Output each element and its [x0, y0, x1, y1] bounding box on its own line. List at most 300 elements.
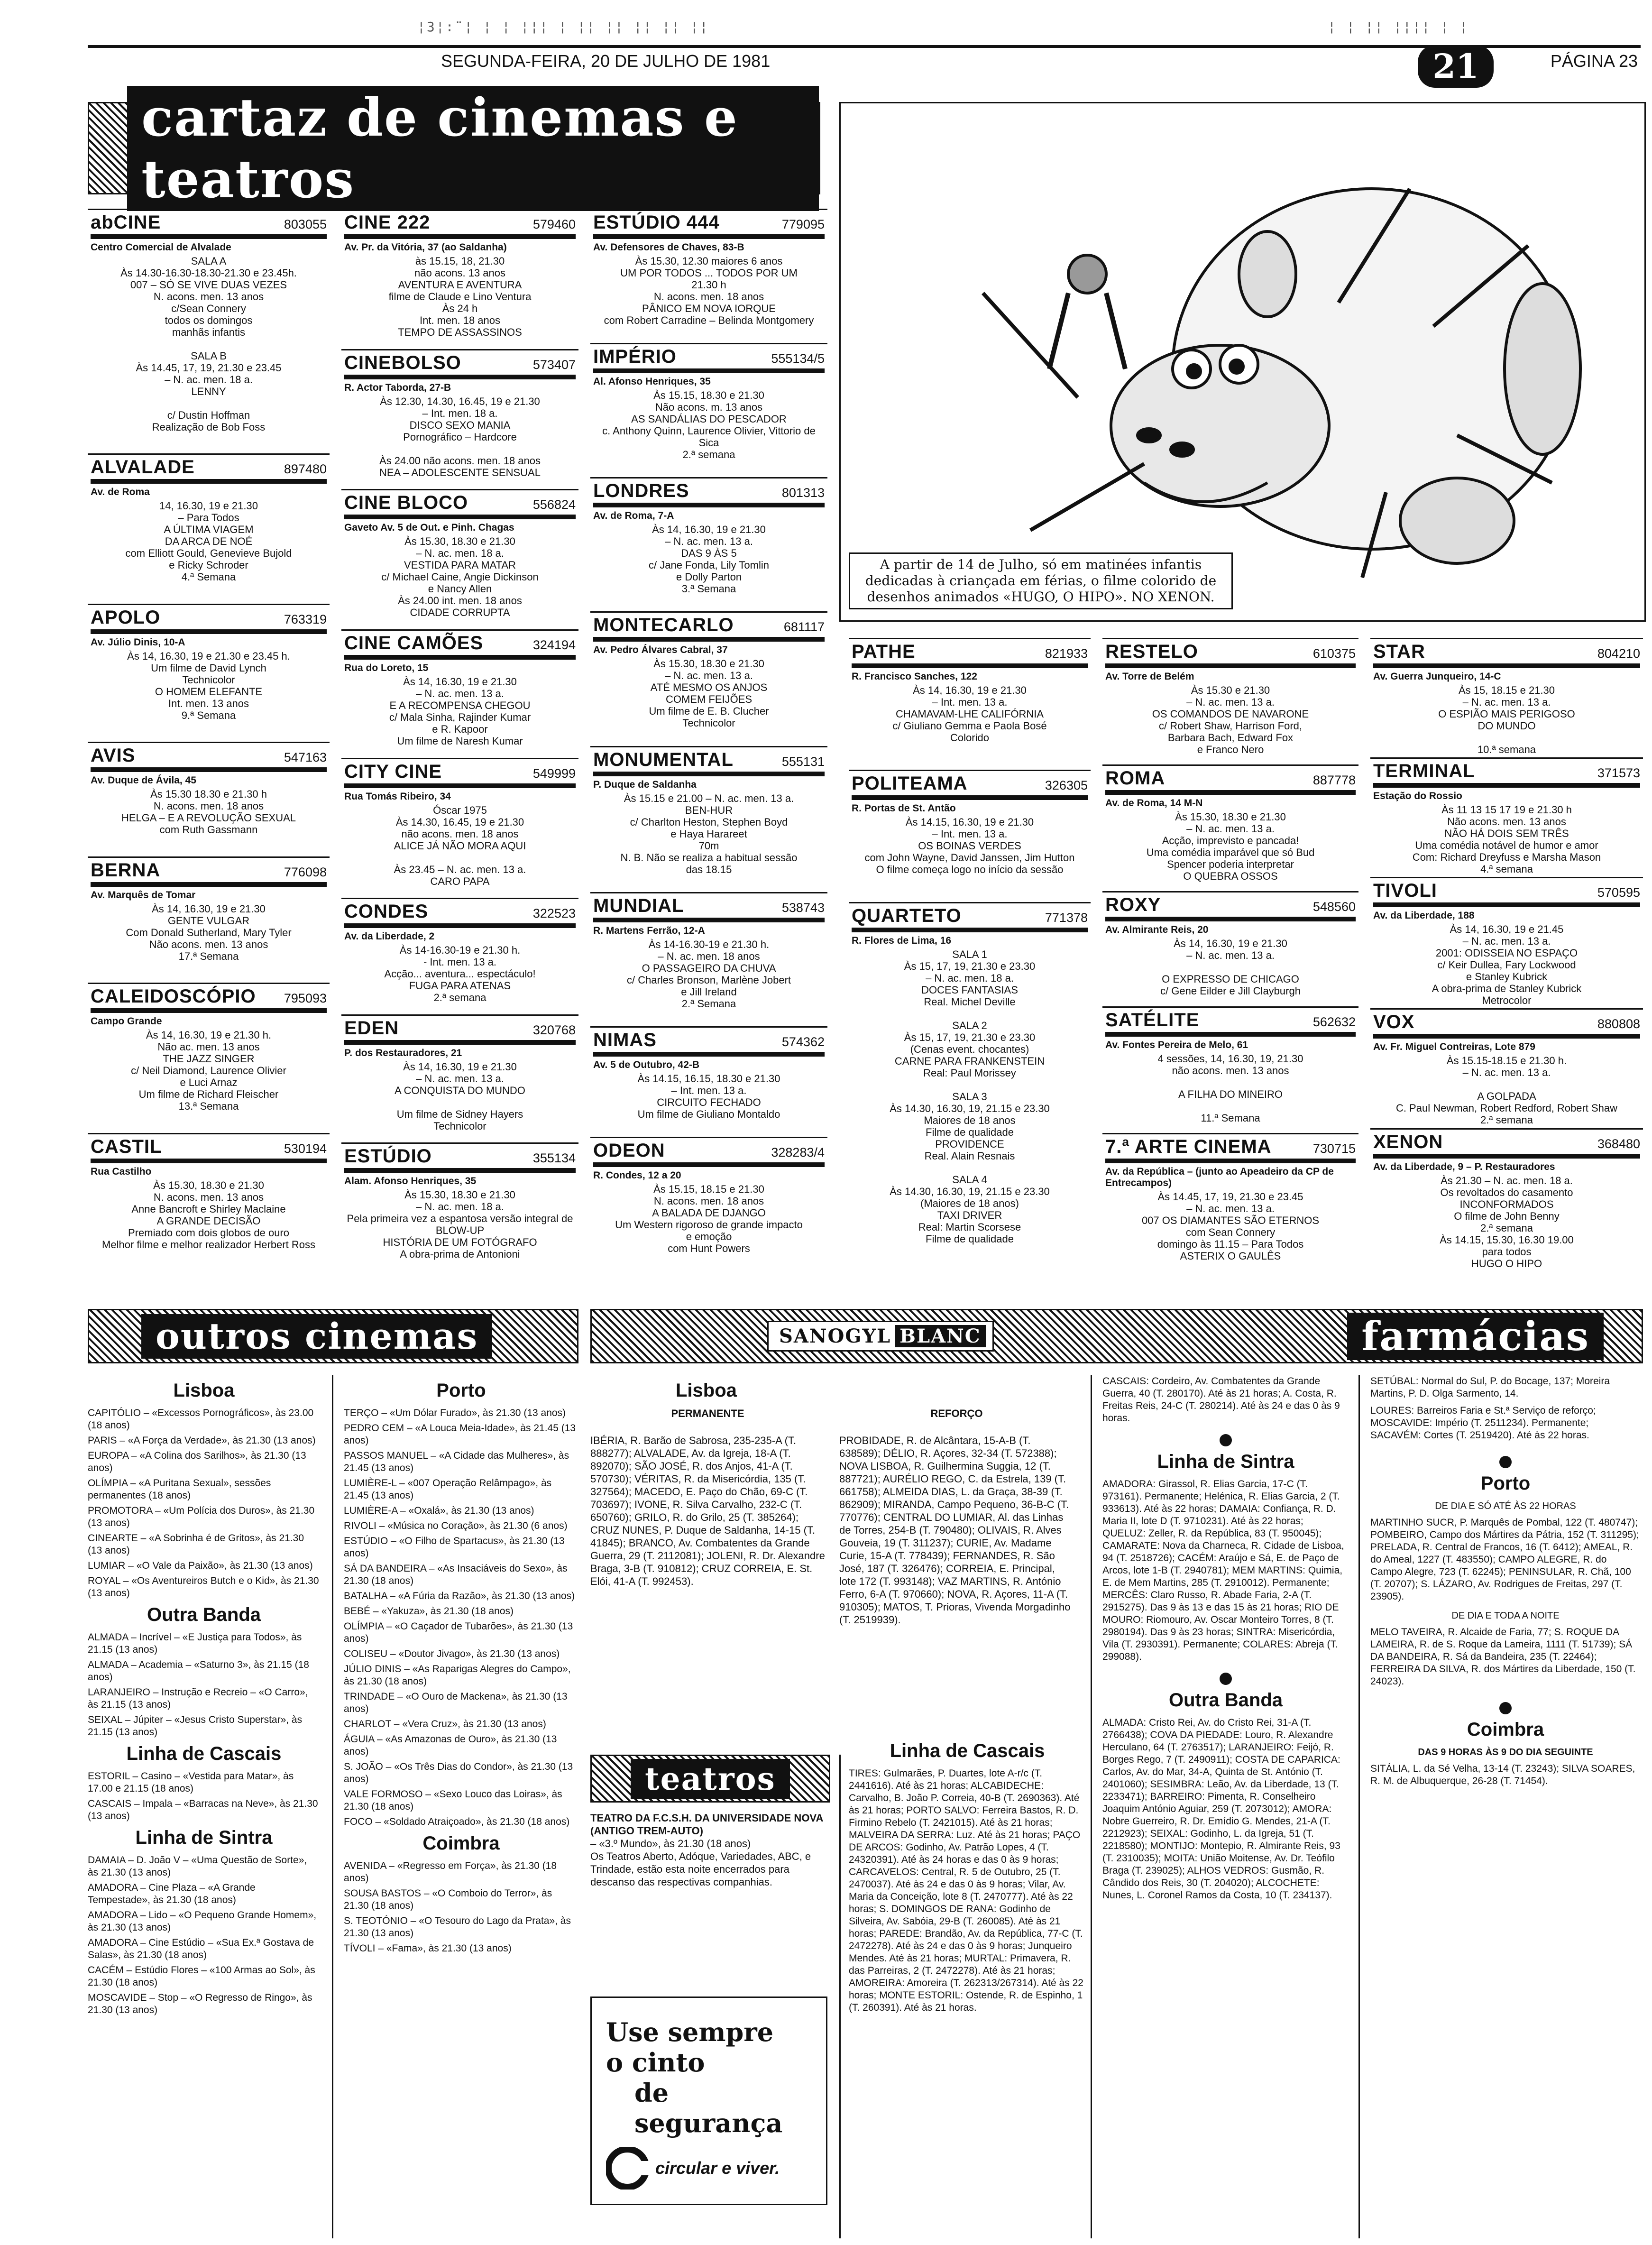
- cinema-entry: TÍVOLI – «Fama», às 21.30 (13 anos): [344, 1943, 512, 1954]
- cinema-name: MONUMENTAL: [593, 749, 734, 770]
- cinema-listing: [1102, 891, 1358, 1006]
- cinema-entry: COLISEU – «Doutor Jivago», às 21.30 (13 anos): [344, 1648, 560, 1659]
- cinema-address: Av. Fontes Pereira de Melo, 61: [1105, 1039, 1248, 1050]
- cinema-name: CASTIL: [91, 1136, 162, 1157]
- listing-header: [1105, 768, 1356, 795]
- ad-line-2: o cinto: [606, 2047, 705, 2078]
- cinema-listing: [341, 209, 578, 349]
- cinema-program: Às 14, 16.30, 19 e 21.30 h. Não ac. men. 13 anos THE JAZZ SINGER c/ Neil Diamond, Laurence Olivier e Luci Arnaz Um filme de Richard Fleischer 13.ª Semana: [131, 1029, 286, 1113]
- farmacias-banner: [590, 1309, 1643, 1363]
- farm-outra-heading: Outra Banda: [1168, 1690, 1283, 1711]
- cinema-phone: 548560: [1312, 900, 1356, 914]
- cinema-name: XENON: [1373, 1131, 1443, 1152]
- cinema-phone: 530194: [284, 1141, 327, 1156]
- farm-cascais2-text: CASCAIS: Cordeiro, Av. Combatentes da Grande Guerra, 40 (T. 280170). Até às 21 horas; A. Costa, R. Freitas Reis, 24-C (T. 280214). Até às 24 e das 0 às 9 horas.: [1102, 1376, 1340, 1424]
- cinema-phone: 795093: [284, 991, 327, 1006]
- cinema-listing: [1370, 757, 1643, 877]
- cinema-phone: 322523: [532, 906, 576, 921]
- farm-lisboa-heading: Lisboa: [676, 1380, 737, 1401]
- cinema-name: ROMA: [1105, 768, 1166, 789]
- cinema-name: ALVALADE: [91, 457, 195, 478]
- cinema-entry: PARIS – «A Força da Verdade», às 21.30 (13 anos): [88, 1435, 316, 1446]
- farm-porto1-text: MARTINHO SUCR, P. Marquês de Pombal, 122 (T. 480747); POMBEIRO, Campo dos Mártires da Pátria, 152 (T. 311295); PRELADA, R. Central de Francos, 16 (T. 6412); AMEAL, R. do Ameal, 1227 (T. 483550); CAMPO ALEGRE, R. do Campo Alegre, 723 (T. 62245); PENINSULAR, R. Chã, 100 (T. 20707); S. LÁZARO, Av. Rodrigues de Freitas, 297 (T. 23905).: [1370, 1517, 1639, 1602]
- farmacias-col5: [1102, 1375, 1349, 1902]
- listing-header: [593, 1030, 825, 1057]
- cinema-entry: DAMAIA – D. João V – «Uma Questão de Sorte», às 21.30 (13 anos): [88, 1855, 307, 1878]
- cinema-name: VOX: [1373, 1012, 1415, 1033]
- cinema-name: CALEIDOSCÓPIO: [91, 986, 256, 1007]
- cinema-phone: 887778: [1312, 773, 1356, 788]
- cinema-program: Às 14, 16.30, 19 e 21.30 e 23.45 h. Um filme de David Lynch Technicolor O HOMEM ELEFANTE Int. men. 13 anos 9.ª Semana: [127, 650, 290, 721]
- cinema-entry: AVENIDA – «Regresso em Força», às 21.30 (18 anos): [344, 1860, 557, 1884]
- cinema-address: Av. de Roma, 7-A: [593, 510, 674, 522]
- listing-header: [593, 895, 825, 922]
- cinema-name: abCINE: [91, 212, 161, 233]
- listing-header: [1373, 641, 1640, 668]
- farm-porto-heading: Porto: [1480, 1473, 1531, 1494]
- listing-header: [1373, 1132, 1640, 1159]
- listing-header: [1105, 894, 1356, 921]
- cinema-program: Às 14, 16.30, 19 e 21.45 – N. ac. men. 13 a. 2001: ODISSEIA NO ESPAÇO c/ Keir Dullea, Fary Lockwood e Stanley Kubrick A obra-prima de Stanley Kubrick Metrocolor: [1432, 923, 1582, 1007]
- cinema-program: Às 15.30, 18.30 e 21.30 – N. ac. men. 13 a. Acção, imprevisto e pancada! Uma comédia imparável que só Bud Spencer poderia interpretar O QUEBRA OSSOS: [1146, 811, 1315, 883]
- sanogyl-blanc: BLANC: [895, 1325, 985, 1347]
- cinema-phone: 326305: [1045, 778, 1088, 793]
- cinema-listing: [1370, 1008, 1643, 1128]
- cinema-program: Às 15.15, 18.30 e 21.30 Não acons. m. 13 anos AS SANDÁLIAS DO PESCADOR c. Anthony Quinn, Laurence Olivier, Vittorio de Sica 2.ª semana: [602, 389, 816, 461]
- cinema-listing: [590, 477, 827, 611]
- page-number-badge: 21: [1418, 45, 1494, 88]
- cinema-address: Rua do Loreto, 15: [344, 662, 429, 673]
- cinema-address: Rua Castilho: [91, 1166, 152, 1177]
- cinema-phone: 538743: [781, 900, 825, 915]
- farm-cascais-heading: Linha de Cascais: [890, 1740, 1045, 1761]
- cinema-address: Av. Fr. Miguel Contreiras, Lote 879: [1373, 1041, 1535, 1053]
- cinema-listing: [590, 343, 827, 477]
- cinema-program: Às 14.15, 16.30, 19 e 21.30 – Int. men. 13 a. OS BOINAS VERDES com John Wayne, David Janssen, Jim Hutton O filme começa logo no início da sessão: [864, 816, 1075, 876]
- seatbelt-ad: [590, 1997, 827, 2205]
- cinema-name: SATÉLITE: [1105, 1009, 1200, 1030]
- cinema-entry: TERÇO – «Um Dólar Furado», às 21.30 (13 anos): [344, 1408, 566, 1418]
- listing-header: [593, 346, 825, 373]
- cinema-address: Av. Júlio Dinis, 10-A: [91, 636, 185, 648]
- cinema-entry: CINEARTE – «A Sobrinha é de Gritos», às 21.30 (13 anos): [88, 1533, 304, 1556]
- cinema-entry: ESTÚDIO – «O Filho de Spartacus», às 21.30 (13 anos): [344, 1536, 565, 1559]
- sanogyl-brand: SANOGYL: [775, 1325, 895, 1347]
- column-1: [88, 209, 330, 1271]
- cinema-phone: 368480: [1597, 1136, 1640, 1151]
- cinema-phone: 804210: [1597, 646, 1640, 661]
- cinema-name: ESTÚDIO 444: [593, 212, 720, 233]
- cinema-program: Às 14-16.30-19 e 21.30 h. - Int. men. 13 a. Acção... aventura... espectáculo! FUGA PARA ATENAS 2.ª semana: [384, 944, 536, 1004]
- outros-lisboa-heading: Lisboa: [173, 1380, 235, 1401]
- cinema-listing: [1102, 764, 1358, 891]
- cinema-program: Às 12.30, 14.30, 16.45, 19 e 21.30 – Int. men. 18 a. DISCO SEXO MANIA Pornográfico – Hardcore Às 24.00 não acons. men. 18 anos NEA – ADOLESCENTE SENSUAL: [379, 395, 541, 478]
- page-date: SEGUNDA-FEIRA, 20 DE JULHO DE 1981: [441, 51, 771, 71]
- cinema-program: Às 14, 16.30, 19 e 21.30 – Int. men. 13 a. CHAMAVAM-LHE CALIFÓRNIA c/ Giuliano Gemma e Paola Bosé Colorido: [892, 684, 1047, 744]
- listing-header: [91, 1136, 327, 1163]
- page-number: PÁGINA 23: [1550, 51, 1638, 71]
- column-3: [590, 209, 827, 1271]
- listing-header: [1373, 880, 1640, 907]
- cinema-phone: 324194: [532, 637, 576, 652]
- cinema-phone: 570595: [1597, 885, 1640, 900]
- cinema-name: STAR: [1373, 641, 1425, 662]
- cinema-entry: S. JOÃO – «Os Três Dias do Condor», às 21.30 (13 anos): [344, 1761, 573, 1785]
- column-5: [1102, 638, 1358, 1271]
- farmacias-title: farmácias: [1347, 1313, 1604, 1360]
- cinema-name: LONDRES: [593, 480, 689, 502]
- listing-header: [344, 901, 576, 928]
- cinema-phone: 555134/5: [771, 351, 825, 366]
- farm-porto-sub2: DE DIA E TODA A NOITE: [1451, 1610, 1560, 1621]
- cinema-listing: [1370, 1128, 1643, 1271]
- cinema-entry: SÁ DA BANDEIRA – «As Insaciáveis do Sexo», às 21.30 (18 anos): [344, 1563, 568, 1586]
- cinema-phone: 763319: [284, 612, 327, 626]
- cinema-address: Av. Marquês de Tomar: [91, 889, 196, 901]
- farm-porto2-text: MELO TAVEIRA, R. Alcaide de Faria, 77; S. ROQUE DA LAMEIRA, R. de S. Roque da Lameira, 1111 (T. 51739); SÁ DA BANDEIRA, R. Sá da Bandeira, 235 (T. 22464); FERREIRA DA SILVA, R. dos Mártires da Liberdade, 150 (T. 24023).: [1370, 1627, 1636, 1687]
- cinema-phone: 897480: [284, 462, 327, 477]
- cinema-program: SALA A Às 14.30-16.30-18.30-21.30 e 23.45h. 007 – SÓ SE VIVE DUAS VEZES N. acons. men. 13 anos c/Sean Connery todos os domingos manhãs infantis SALA B Às 14.45, 17, 19, 21.30 e 23.45 – N. ac. men. 18 a. LENNY c/ Dustin Hoffman Realização de Bob Foss: [120, 255, 297, 433]
- listing-header: [344, 1018, 576, 1045]
- cinema-address: Centro Comercial de Alvalade: [91, 242, 231, 253]
- cinema-address: Gaveto Av. 5 de Out. e Pinh. Chagas: [344, 522, 514, 534]
- cinema-address: Rua Tomás Ribeiro, 34: [344, 791, 451, 802]
- cinema-entry: PEDRO CEM – «A Louca Meia-Idade», às 21.45 (13 anos): [344, 1423, 576, 1446]
- cinema-address: Estação do Rossio: [1373, 791, 1462, 802]
- hugo-hipo-cartoon: [839, 102, 1646, 622]
- farm-coimbra-sub: DAS 9 HORAS ÀS 9 DO DIA SEGUINTE: [1418, 1747, 1593, 1757]
- column-2: [341, 209, 578, 1271]
- cinema-listing: [1370, 877, 1643, 1008]
- outros-sintra-heading: Linha de Sintra: [135, 1827, 273, 1848]
- column-4: [849, 638, 1091, 1271]
- cinema-entry: TRINDADE – «O Ouro de Mackena», às 21.30 (13 anos): [344, 1691, 568, 1714]
- cinema-phone: 821933: [1045, 646, 1088, 661]
- cinema-listing: [341, 1014, 578, 1143]
- cinema-listing: [590, 1137, 827, 1271]
- cinema-name: QUARTETO: [852, 905, 962, 926]
- cinema-phone: 779095: [781, 217, 825, 231]
- cinema-phone: 803055: [284, 217, 327, 231]
- cinema-entry: SEIXAL – Júpiter – «Jesus Cristo Superstar», às 21.15 (13 anos): [88, 1714, 303, 1738]
- outros-banner: [88, 1309, 578, 1363]
- cinema-entry: SOUSA BASTOS – «O Comboio do Terror», às 21.30 (18 anos): [344, 1888, 552, 1911]
- cinema-name: IMPÉRIO: [593, 346, 677, 368]
- farm-reforco-text: PROBIDADE, R. de Alcântara, 15-A-B (T. 638589); DÉLIO, R. Açores, 32-34 (T. 572388); NOVA LISBOA, R. Guilhermina Suggia, 12 (T. 887721); AURÉLIO REGO, C. da Estrela, 139 (T. 661758); ALMEIDA DIAS, L. da Graça, 38-39 (T. 862909); MIRANDA, Campo Pequeno, 36-B-C (T. 770776); CENTRAL DO LUMIAR, Al. das Linhas de Torres, 254-B (T. 790480); OLIVAIS, R. Alves Gouveia, 19 (T. 311237); CURIE, Av. Madame Curie, 15-A (T. 778439); FERNANDES, R. São José, 187 (T. 326476); CORREIA, E. Principal, lote 172 (T. 993148); VAZ MARTINS, R. António Ferro, 6-A (T. 970660); NOVA, R. Açores, 11-A (T. 910305); MATOS, T. Prioras, Vivenda Morgadinho (T. 2519939).: [839, 1435, 1071, 1626]
- cinema-entry: CACÉM – Estúdio Flores – «100 Armas ao Sol», às 21.30 (18 anos): [88, 1965, 315, 1988]
- ad-line-3: de segurança: [634, 2078, 783, 2138]
- cinema-entry: PASSOS MANUEL – «A Cidade das Mulheres», às 21.45 (13 anos): [344, 1450, 569, 1473]
- cinema-name: CINE 222: [344, 212, 431, 233]
- cinema-address: Av. da Liberdade, 2: [344, 931, 435, 942]
- cinema-program: Às 14, 16.30, 19 e 21.30 – N. ac. men. 13 a. A CONQUISTA DO MUNDO Um filme de Sidney Hayers Technicolor: [395, 1060, 525, 1132]
- cinema-name: APOLO: [91, 607, 161, 628]
- teatros-banner: [590, 1755, 830, 1803]
- cinema-listing: [88, 453, 330, 603]
- cinema-entry: AMADORA – Lido – «O Pequeno Grande Homem», às 21.30 (13 anos): [88, 1910, 317, 1933]
- cinema-address: Av. Pr. da Vitória, 37 (ao Saldanha): [344, 242, 507, 253]
- cinema-program: às 15.15, 18, 21.30 não acons. 13 anos AVENTURA E AVENTURA filme de Claude e Lino Ventura Às 24 h Int. men. 18 anos TEMPO DE ASSASSINOS: [388, 255, 532, 338]
- cinema-listing: [341, 349, 578, 489]
- cinema-entry: S. TEOTÓNIO – «O Tesouro do Lago da Prata», às 21.30 (13 anos): [344, 1915, 571, 1939]
- listing-header: [91, 860, 327, 887]
- teatros-content: [590, 1812, 827, 1888]
- cinema-program: Óscar 1975 Às 14.30, 16.45, 19 e 21.30 não acons. men. 18 anos ALICE JÁ NÃO MORA AQUI Às 23.45 – N. ac. men. 13 a. CARO PAPA: [394, 804, 526, 887]
- cinema-entry: CHARLOT – «Vera Cruz», às 21.30 (13 anos): [344, 1719, 546, 1730]
- teatros-text: – «3.º Mundo», às 21.30 (18 anos) Os Teatros Aberto, Adóque, Variedades, ABC, e Trindade, estão esta noite encerrados para descanso das respectivas companhias.: [590, 1838, 811, 1888]
- cinema-entry: MOSCAVIDE – Stop – «O Regresso de Ringo», às 21.30 (13 anos): [88, 1992, 312, 2015]
- cinema-listing: [590, 209, 827, 343]
- farm-permanente-heading: PERMANENTE: [671, 1408, 744, 1419]
- divider: [1091, 1375, 1092, 2238]
- cinema-phone: 371573: [1597, 766, 1640, 781]
- cinema-program: Às 15, 18.15 e 21.30 – N. ac. men. 13 a. O ESPIÃO MAIS PERIGOSO DO MUNDO 10.ª semana: [1438, 684, 1575, 755]
- listing-header: [852, 905, 1088, 932]
- divider: [1358, 1375, 1360, 2238]
- cinema-program: Às 11 13 15 17 19 e 21.30 h Não acons. men. 13 anos NÃO HÁ DOIS SEM TRÊS Uma comédia notável de humor e amor Com: Richard Dreyfuss e Marsha Mason 4.ª semana: [1412, 804, 1601, 875]
- cinema-name: AVIS: [91, 745, 136, 766]
- cinema-phone: 574362: [781, 1034, 825, 1049]
- cinema-entry: BATALHA – «A Fúria da Razão», às 21.30 (13 anos): [344, 1591, 575, 1601]
- cinema-name: TIVOLI: [1373, 880, 1437, 902]
- cinema-entry: ÁGUIA – «As Amazonas de Ouro», às 21.30 (13 anos): [344, 1734, 557, 1757]
- cinema-address: R. Flores de Lima, 16: [852, 935, 952, 946]
- cinema-program: Às 14, 16.30, 19 e 21.30 – N. ac. men. 13 a. E A RECOMPENSA CHEGOU c/ Mala Sinha, Rajinder Kumar e R. Kapoor Um filme de Naresh Kumar: [389, 675, 531, 747]
- cinema-listing: [590, 611, 827, 745]
- cinema-program: Às 15.30, 18.30 e 21.30 – N. ac. men. 18 a. VESTIDA PARA MATAR c/ Michael Caine, Angie Dickinson e Nancy Allen Às 24.00 int. men. 18 anos CIDADE CORRUPTA: [381, 535, 539, 619]
- cinema-phone: 801313: [781, 486, 825, 500]
- listing-header: [344, 761, 576, 788]
- cinema-listing: [341, 898, 578, 1014]
- cinema-entry: ESTORIL – Casino – «Vestida para Matar», às 17.00 e 21.15 (18 anos): [88, 1771, 294, 1794]
- teatros-title: teatros: [631, 1759, 790, 1799]
- cinema-name: CONDES: [344, 901, 429, 922]
- cinema-address: Av. da Liberdade, 188: [1373, 910, 1475, 921]
- circular-logo-icon: [606, 2147, 649, 2190]
- listing-header: [344, 352, 576, 379]
- farm-coimbra-heading: Coimbra: [1467, 1719, 1544, 1740]
- listing-header: [91, 986, 327, 1013]
- listing-header: [593, 212, 825, 239]
- farm-coimbra-text: SITÁLIA, L. da Sé Velha, 13-14 (T. 23243); SILVA SOARES, R. M. de Albuquerque, 26-28 (T. 71454).: [1370, 1763, 1635, 1786]
- farmacias-col6: [1370, 1375, 1641, 1787]
- cinema-name: ODEON: [593, 1140, 665, 1161]
- listing-header: [593, 615, 825, 642]
- listing-header: [344, 212, 576, 239]
- cinema-address: Av. Guerra Junqueiro, 14-C: [1373, 671, 1501, 682]
- bullet: [1220, 1434, 1232, 1446]
- farm-outra-text: ALMADA: Cristo Rei, Av. do Cristo Rei, 31-A (T. 2766438); COVA DA PIEDADE: Louro, R. Alexandre Herculano, 64 (T. 2763517); LARANJEIRO: Feijó, R. Borges Rego, 7 (T. 2490911); COSTA DE CAPARICA: Carlos, Av. do Mar, 34-A, Quinta de St. António (T. 2401060); SESIMBRA: Leão, Av. da Liberdade, 13 (T. 2233471); BARREIRO: Pimenta, R. Conselheiro Joaquim António Aguiar, 259 (T. 2073012); AMORA: Nobre Guerreiro, R. Dr. Emídio G. Mendes, 21-A (T. 2212923); SEIXAL: Godinho, L. da Igreja, 51 (T. 2218580); MONTIJO: Montepio, R. Almirante Reis, 93 (T. 2310035); MOITA: União Moitense, Av. Dr. Teófilo Braga (T. 239025); ALHOS VEDROS: Gusmão, R. Cândido dos Reis, 30 (T. 204020); ALCOCHETE: Nunes, L. Coronel Ramos da Costa, 10 (T. 234137).: [1102, 1717, 1340, 1901]
- cinema-entry: LARANJEIRO – Instrução e Recreio – «O Carro», às 21.15 (13 anos): [88, 1687, 308, 1710]
- cinema-listing: [88, 856, 330, 983]
- cinema-entry: PROMOTORA – «Um Polícia dos Duros», às 21.30 (13 anos): [88, 1505, 315, 1528]
- listing-header: [1105, 641, 1356, 668]
- cinema-address: Av. da Liberdade, 9 – P. Restauradores: [1373, 1161, 1555, 1172]
- farm-porto-sub1: DE DIA E SÓ ATÉ ÀS 22 HORAS: [1435, 1501, 1576, 1511]
- cinema-phone: 610375: [1312, 646, 1356, 661]
- cinema-name: MUNDIAL: [593, 895, 684, 916]
- farm-cascais-text: TIRES: Gulmarães, P. Duartes, lote A-r/c (T. 2441616). Até às 21 horas; ALCABIDECHE: Carvalho, B. João P. Correia, 40-B (T. 2690363). Até às 21 horas; PORTO SALVO: Ferreira Bastos, R. D. Firmino Rebelo (T. 2421015). Até às 21 horas; MALVEIRA DA SERRA: Luz. Até às 21 horas; PAÇO DE ARCOS: Godinho, Av. Patrão Lopes, 4 (T. 24320391). Até às 24 horas e das 0 às 9 horas; CARCAVELOS: Central, R. 5 de Outubro, 25 (T. 2470037). Até às 24 e das 0 às 9 horas; Vilar, Av. Maria da Conceição, lote 8 (T. 2470777). Até às 22 horas; S. DOMINGOS DE RANA: Godinho de Silveira, Av. Sabóia, 29-B (T. 260085). Até às 21 horas; PAREDE: Brandão, Av. da República, 77-C (T. 2472278). Até às 24 e das 0 às 9 horas; Junqueiro Mendes. Até às 21 horas; MURTAL: Primavera, R. das Parreiras, 2 (T. 2472278). Até às 21 horas; AMOREIRA: Amoreira (T. 262313/267314). Até às 22 horas; MONTE ESTORIL: Ostende, R. de Espinho, 1 (T. 260391). Até às 21 horas.: [849, 1768, 1083, 2013]
- cinema-program: Às 15.30 18.30 e 21.30 h N. acons. men. 18 anos HELGA – E A REVOLUÇÃO SEXUAL com Ruth Gassmann: [121, 788, 296, 836]
- cinema-address: Alam. Afonso Henriques, 35: [344, 1176, 477, 1187]
- farm-sintra-heading: Linha de Sintra: [1157, 1451, 1294, 1472]
- cinema-name: EDEN: [344, 1017, 399, 1039]
- farm-sintra-text: AMADORA: Girassol, R. Elias Garcia, 17-C (T. 973161). Permanente; Helénica, R. Elias Garcia, 2 (T. 933613). Até às 22 horas; DAMAIA: Confiança, R. D. Maria II, lote D (T. 9710231). Até às 22 horas; QUELUZ: Zeller, R. da República, 83 (T. 950045); CAMARATE: Nova da Charneca, R. Cidade de Lisboa, 94 (T. 2518726); CACÉM: Araújo e Sá, E. de Paço de Arcos, lote 1-B (T. 2940781); MEM MARTINS: Quimia, E. de Mem Martins, 285 (T. 2910012). Permanente; MERCÊS: Claro Russo, R. Abade Faria, 2-A (T. 2915275). Das 9 às 13 e das 15 às 21 horas; RIO DE MOURO: Riomouro, Av. Oscar Monteiro Torres, 8 (T. 2980194). Das 9 às 23 horas; SINTRA: Misericórdia, Vila (T. 2930391). Permanente; COLARES: Abreja (T. 299088).: [1102, 1479, 1344, 1662]
- cinema-address: R. Portas de St. Antão: [852, 803, 956, 814]
- listing-header: [593, 480, 825, 507]
- cinema-phone: 555131: [781, 754, 825, 769]
- cinema-listing: [88, 742, 330, 856]
- cinema-program: Às 15.30, 18.30 e 21.30 – N. ac. men. 13 a. ATÉ MESMO OS ANJOS COMEM FEIJÕES Um filme de E. B. Clucher Technicolor: [649, 658, 769, 729]
- outros-porto-heading: Porto: [436, 1380, 486, 1401]
- listing-header: [91, 745, 327, 772]
- cinema-address: R. Martens Ferrão, 12-A: [593, 925, 705, 936]
- cinema-phone: 880808: [1597, 1017, 1640, 1031]
- cinema-address: Av. Almirante Reis, 20: [1105, 924, 1209, 936]
- listing-header: [344, 633, 576, 660]
- bullet: [1499, 1456, 1512, 1468]
- cinema-phone: 562632: [1312, 1014, 1356, 1029]
- cinema-program: 14, 16.30, 19 e 21.30 – Para Todos A ÚLTIMA VIAGEM DA ARCA DE NOÉ com Elliott Gould, Genevieve Bujold e Ricky Schroder 4.ª Semana: [125, 500, 292, 583]
- bullet: [1499, 1702, 1512, 1714]
- teatros-venue: TEATRO DA F.C.S.H. DA UNIVERSIDADE NOVA (ANTIGO TREM-AUTO): [590, 1812, 823, 1837]
- cinema-program: Às 14, 16.30, 19 e 21.30 – N. ac. men. 13 a. DAS 9 ÀS 5 c/ Jane Fonda, Lily Tomlin e Dolly Parton 3.ª Semana: [649, 524, 769, 595]
- cinema-program: Às 15.15 e 21.00 – N. ac. men. 13 a. BEN-HUR c/ Charlton Heston, Stephen Boyd e Haya Harareet 70m N. B. Não se realiza a habitual sessão das 18.15: [620, 792, 798, 875]
- cinema-entry: CAPITÓLIO – «Excessos Pornográficos», às 23.00 (18 anos): [88, 1408, 314, 1431]
- cinema-address: Av. 5 de Outubro, 42-B: [593, 1059, 700, 1070]
- cinema-entry: OLÍMPIA – «O Caçador de Tubarões», às 21.30 (13 anos): [344, 1621, 573, 1644]
- cinema-name: ESTÚDIO: [344, 1146, 432, 1167]
- cinema-listing: [849, 638, 1091, 770]
- listing-header: [344, 1146, 576, 1173]
- cinema-listing: [88, 1133, 330, 1271]
- cinema-listing: [1102, 1133, 1358, 1271]
- cinema-phone: 579460: [532, 217, 576, 231]
- outros-lisboa-column: [88, 1375, 320, 2019]
- cinema-listing: [88, 604, 330, 742]
- cinema-name: POLITEAMA: [852, 773, 968, 794]
- cinema-listing: [849, 770, 1091, 902]
- cinema-address: Av. Defensores de Chaves, 83-B: [593, 242, 744, 253]
- cinema-phone: 681117: [783, 620, 825, 635]
- farm-reforco-heading: REFORÇO: [930, 1408, 983, 1419]
- cinema-name: PATHE: [852, 641, 916, 662]
- cinema-entry: VALE FORMOSO – «Sexo Louco das Loiras», às 21.30 (18 anos): [344, 1789, 562, 1812]
- listing-header: [91, 457, 327, 484]
- cinema-name: CITY CINE: [344, 761, 442, 782]
- cinema-address: Av. Duque de Ávila, 45: [91, 775, 196, 786]
- cinema-address: Av. Torre de Belém: [1105, 671, 1194, 682]
- outros-porto-column: [344, 1375, 578, 1958]
- cinema-entry: AMADORA – Cine Plaza – «A Grande Tempestade», às 21.30 (18 anos): [88, 1882, 256, 1905]
- cinema-entry: RIVOLI – «Música no Coração», às 21.30 (6 anos): [344, 1520, 568, 1531]
- outros-outra-heading: Outra Banda: [147, 1604, 261, 1625]
- farmacias-lisboa: [590, 1375, 1074, 1626]
- farm-outra2-text: SETÚBAL: Normal do Sul, P. do Bocage, 137; Moreira Martins, P. D. Olga Sarmento, 14.: [1370, 1376, 1610, 1399]
- listing-header: [593, 749, 825, 776]
- farmacias-cascais: [849, 1736, 1086, 2014]
- divider: [332, 1375, 333, 2238]
- cinema-name: CINE CAMÕES: [344, 632, 484, 653]
- cinema-name: RESTELO: [1105, 641, 1198, 662]
- listing-header: [852, 641, 1088, 668]
- cinema-program: SALA 1 Às 15, 17, 19, 21.30 e 23.30 – N. ac. men. 18 a. DOCES FANTASIAS Real. Michel Deville SALA 2 Às 15, 17, 19, 21.30 e 23.30 (Cenas event. chocantes) CARNE PARA FRANKENSTEIN Real: Paul Morissey SALA 3 Às 14.30, 16.30, 19, 21.15 e 23.30 Maiores de 18 anos Filme de qualidade PROVIDENCE Real. Alain Resnais SALA 4 Às 14.30, 16.30, 19, 21.15 e 23.30 (Maiores de 18 anos) TAXI DRIVER Real: Martin Scorsese Filme de qualidade: [890, 948, 1050, 1245]
- divider: [839, 1755, 841, 2238]
- cinema-name: CINEBOLSO: [344, 352, 461, 373]
- bullet: [1220, 1673, 1232, 1685]
- cartaz-title: cartaz de cinemas e teatros: [127, 86, 819, 211]
- outros-title: outros cinemas: [141, 1314, 492, 1359]
- cinema-phone: 328283/4: [771, 1145, 825, 1159]
- cinema-phone: 771378: [1045, 910, 1088, 925]
- cinema-address: Av. de Roma: [91, 487, 150, 498]
- cinema-entry: JÚLIO DINIS – «As Raparigas Alegres do Campo», às 21.30 (18 anos): [344, 1664, 571, 1687]
- cinema-name: TERMINAL: [1373, 761, 1475, 782]
- cinema-listing: [88, 983, 330, 1132]
- cinema-listing: [1102, 638, 1358, 764]
- cinema-phone: 556824: [532, 497, 576, 512]
- cinema-program: Às 15.15, 18.15 e 21.30 N. acons. men. 18 anos A BALADA DE DJANGO Um Western rigoroso de grande impacto e emoção com Hunt Powers: [615, 1183, 803, 1254]
- listing-header: [1105, 1010, 1356, 1037]
- cinema-name: MONTECARLO: [593, 615, 734, 636]
- ad-line-1: Use sempre: [606, 2017, 774, 2047]
- cinema-listing: [1370, 638, 1643, 757]
- cinema-entry: FOCO – «Soldado Atraiçoado», às 21.30 (18 anos): [344, 1816, 570, 1827]
- cinema-entry: AMADORA – Cine Estúdio – «Sua Ex.ª Gostava de Salas», às 21.30 (18 anos): [88, 1937, 314, 1960]
- cinema-program: Às 15.30, 18.30 e 21.30 – N. ac. men. 18 a. Pela primeira vez a espantosa versão integral de BLOW-UP HISTÓRIA DE UM FOTÓGRAFO A obra-prima de Antonioni: [347, 1189, 573, 1261]
- cinema-phone: 549999: [532, 766, 576, 781]
- cinema-entry: ALMADA – Incrível – «E Justiça para Todos», às 21.15 (13 anos): [88, 1632, 302, 1655]
- cinema-name: CINE BLOCO: [344, 492, 468, 514]
- cinema-program: Às 14, 16.30, 19 e 21.30 GENTE VULGAR Com Donald Sutherland, Mary Tyler Não acons. men. 13 anos 17.ª Semana: [126, 902, 292, 962]
- cinema-entry: LUMIÈRE-A – «Oxalá», às 21.30 (13 anos): [344, 1505, 534, 1516]
- cinema-listing: [341, 629, 578, 758]
- cinema-address: R. Francisco Sanches, 122: [852, 671, 977, 682]
- hippo-illustration: [841, 103, 1644, 620]
- cinema-program: Às 21.30 – N. ac. men. 18 a. Os revoltados do casamento INCONFORMADOS O filme de John Benny 2.ª semana Às 14.15, 15.30, 16.30 19.00 para todos HUGO O HIPO: [1440, 1174, 1574, 1270]
- cinema-program: Às 15.30, 18.30 e 21.30 N. acons. men. 13 anos Anne Bancroft e Shirley Maclaine A GRANDE DECISÃO Premiado com dois globos de ouro Melhor filme e melhor realizador Herbert Ross: [102, 1179, 315, 1251]
- cinema-address: Av. Pedro Álvares Cabral, 37: [593, 644, 728, 656]
- listing-header: [344, 492, 576, 519]
- cinema-listing: [590, 892, 827, 1026]
- cinema-entry: LUMIAR – «O Vale da Paixão», às 21.30 (13 anos): [88, 1560, 313, 1571]
- cinema-entry: ROYAL – «Os Aventureiros Butch e o Kid», às 21.30 (13 anos): [88, 1575, 319, 1599]
- cinema-entry: BEBÉ – «Yakuza», às 21.30 (18 anos): [344, 1606, 514, 1617]
- listing-header: [91, 212, 327, 239]
- hugo-caption: A partir de 14 de Julho, só em matinées infantis dedicadas à criançada em férias, o filme colorido de desenhos animados «HUGO, O HIPO». NO XENON.: [849, 552, 1233, 609]
- masthead-noise: ¦3¦:¨¦ ¦ ¦ ¦¦¦ ¦ ¦¦ ¦¦ ¦¦ ¦¦ ¦¦: [417, 19, 709, 35]
- cinema-address: Av. de Roma, 14 M-N: [1105, 798, 1203, 809]
- cinema-address: R. Condes, 12 a 20: [593, 1169, 681, 1181]
- cinema-address: P. dos Restauradores, 21: [344, 1047, 462, 1058]
- cinema-listing: [1102, 1006, 1358, 1133]
- cinema-listing: [341, 489, 578, 629]
- farm-loures-text: LOURES: Barreiros Faria e St.ª Serviço de reforço; MOSCAVIDE: Império (T. 2511234). Permanente; SACAVÉM: Cortes (T. 2519420). Até às 22 horas.: [1370, 1405, 1596, 1441]
- cinema-entry: EUROPA – «A Colina dos Sarilhos», às 21.30 (13 anos): [88, 1450, 306, 1473]
- cinema-program: Às 14-16.30-19 e 21.30 h. – N. ac. men. 18 anos O PASSAGEIRO DA CHUVA c/ Charles Bronson, Marlène Jobert e Jill Ireland 2.ª Semana: [626, 938, 791, 1010]
- cinema-entry: CASCAIS – Impala – «Barracas na Neve», às 21.30 (13 anos): [88, 1798, 318, 1822]
- sanogyl-logo: [767, 1321, 994, 1352]
- cinema-address: Av. da República – (junto ao Apeadeiro da CP de Entrecampos): [1105, 1166, 1334, 1188]
- cinema-phone: 355134: [532, 1151, 576, 1166]
- cinema-entry: LUMIÈRE-L – «007 Operação Relâmpago», às 21.45 (13 anos): [344, 1478, 552, 1501]
- cinema-name: ROXY: [1105, 894, 1161, 916]
- cinema-listing: [341, 758, 578, 898]
- cinema-program: Às 14, 16.30, 19 e 21.30 – N. ac. men. 13 a. O EXPRESSO DE CHICAGO c/ Gene Eilder e Jill Clayburgh: [1160, 938, 1301, 997]
- listing-header: [1105, 1136, 1356, 1163]
- farm-permanente-text: IBÉRIA, R. Barão de Sabrosa, 235-235-A (T. 888277); ALVALADE, Av. da Igreja, 18-A (T. 892070); SÃO JOSÉ, R. dos Anjos, 41-A (T. 570730); VÉRITAS, R. da Misericórdia, 135 (T. 327564); MACEDO, E. Paço do Chão, 69-C (T. 703697); IVONE, R. Silva Carvalho, 232-C (T. 650760); GRILO, R. do Grilo, 25 (T. 385264); CRUZ NUNES, P. Duque de Saldanha, 14-15 (T. 41845); BRANCO, Av. Combatentes da Grande Guerra, 29 (T. 2112081); JOLENI, R. Dr. Alexandre Braga, 3-B (T. 910812); CRUZ CORREIA, E. St. Elói, 41-A (T. 992453).: [590, 1435, 825, 1587]
- masthead-noise-right: ¦ ¦ ¦¦ ¦¦¦¦ ¦ ¦: [1328, 19, 1469, 35]
